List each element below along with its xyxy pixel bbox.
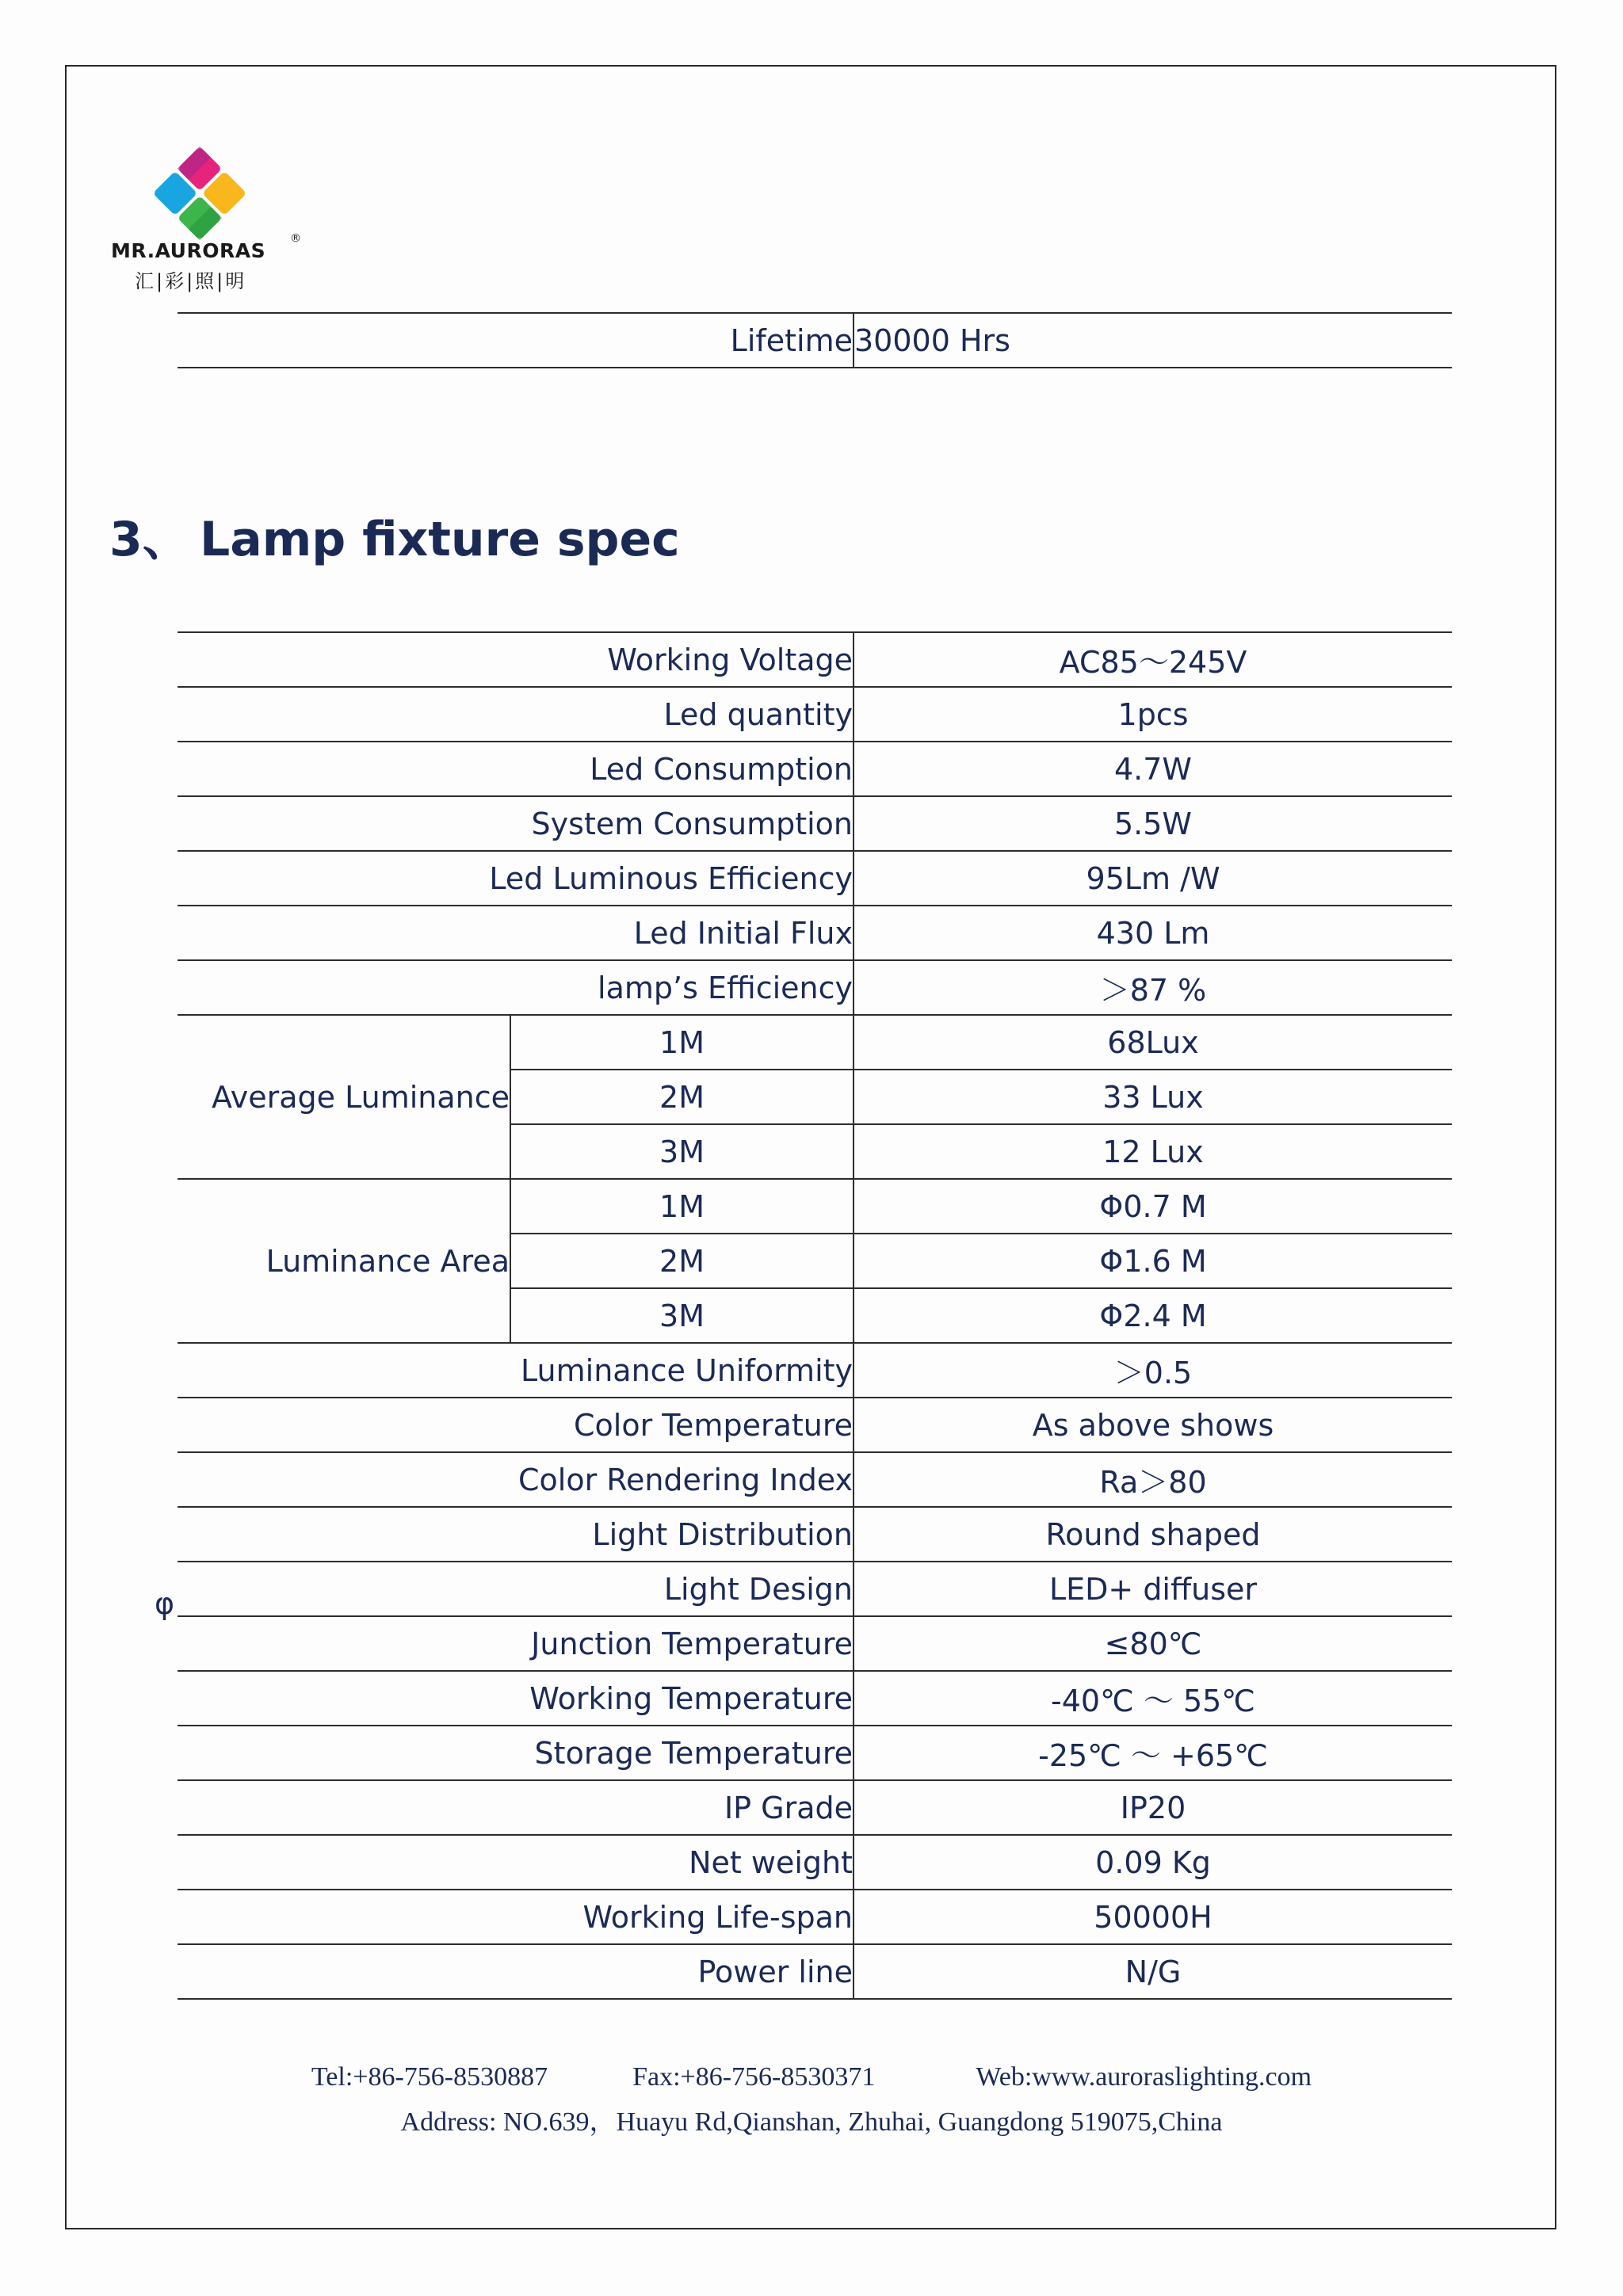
table-row	[178, 1780, 1452, 1835]
spec-label: Working Voltage	[178, 632, 854, 687]
table-row	[178, 687, 1452, 742]
spec-label: lamp’s Efficiency	[178, 960, 854, 1015]
spec-label: Led Luminous Efficiency	[178, 851, 854, 906]
table-row	[178, 960, 1452, 1015]
spec-label: Led Initial Flux	[178, 906, 854, 960]
spec-value: 33 Lux	[854, 1070, 1452, 1124]
spec-label: Light Design	[178, 1562, 854, 1616]
spec-label: System Consumption	[178, 796, 854, 851]
spec-label: Light Distribution	[178, 1507, 854, 1562]
distance-cell: 3M	[510, 1124, 854, 1179]
table-row	[178, 1616, 1452, 1671]
spec-label: Storage Temperature	[178, 1726, 854, 1780]
stray-phi-mark: φ	[155, 1586, 175, 1621]
spec-value: 12 Lux	[854, 1124, 1452, 1179]
table-row	[178, 1398, 1452, 1452]
spec-value: 50000H	[854, 1890, 1452, 1944]
table-row	[178, 742, 1452, 796]
spec-value: As above shows	[854, 1398, 1452, 1452]
distance-cell: 2M	[510, 1234, 854, 1288]
footer-contact-line	[0, 2062, 1623, 2092]
spec-value: Round shaped	[854, 1507, 1452, 1562]
table-row	[178, 1890, 1452, 1944]
section-heading	[109, 502, 680, 570]
spec-value: 0.09 Kg	[854, 1835, 1452, 1890]
spec-value: IP20	[854, 1780, 1452, 1835]
spec-value: 1pcs	[854, 687, 1452, 742]
registered-mark: ®	[290, 232, 301, 245]
spec-value: Φ0.7 M	[854, 1179, 1452, 1234]
table-row	[178, 1179, 1452, 1234]
table-row	[178, 313, 1452, 368]
spec-label: Working Temperature	[178, 1671, 854, 1726]
spec-value: -25℃ ～ +65℃	[854, 1726, 1452, 1780]
spec-label: Color Temperature	[178, 1398, 854, 1452]
spec-label: Working Life-span	[178, 1890, 854, 1944]
spec-value: N/G	[854, 1944, 1452, 1999]
table-row	[178, 1835, 1452, 1890]
section-number: 3、	[109, 512, 190, 567]
section-title: Lamp fixture spec	[200, 512, 680, 567]
table-row	[178, 1726, 1452, 1780]
logo-chinese-name: 汇|彩|照|明	[135, 270, 247, 292]
spec-value: 430 Lm	[854, 906, 1452, 960]
spec-value: 5.5W	[854, 796, 1452, 851]
spec-label: Junction Temperature	[178, 1616, 854, 1671]
spec-value: 68Lux	[854, 1015, 1452, 1070]
spec-value: LED+ diffuser	[854, 1562, 1452, 1616]
spec-label: Led Consumption	[178, 742, 854, 796]
spec-label: IP Grade	[178, 1780, 854, 1835]
spec-label: Color Rendering Index	[178, 1452, 854, 1507]
table-row	[178, 1015, 1452, 1070]
group-label-luminance-area: Luminance Area	[178, 1179, 510, 1343]
logo-mark-icon	[152, 147, 247, 240]
spec-value: 95Lm /W	[854, 851, 1452, 906]
table-row	[178, 1562, 1452, 1616]
spec-label: Power line	[178, 1944, 854, 1999]
spec-label: Luminance Uniformity	[178, 1343, 854, 1398]
table-row	[178, 1944, 1452, 1999]
distance-cell: 3M	[510, 1288, 854, 1343]
spec-label: Net weight	[178, 1835, 854, 1890]
table-row	[178, 796, 1452, 851]
lamp-spec-table	[178, 631, 1452, 2000]
footer-web: Web:www.auroraslighting.com	[976, 2062, 1312, 2092]
footer-tel: Tel:+86-756-8530887	[311, 2062, 548, 2092]
spec-value: -40℃ ～ 55℃	[854, 1671, 1452, 1726]
spec-value: Φ2.4 M	[854, 1288, 1452, 1343]
spec-value: Ra＞80	[854, 1452, 1452, 1507]
footer-address: Address: NO.639，Huayu Rd,Qianshan, Zhuhai, Guangdong 519075,China	[400, 2107, 1223, 2137]
spec-value: 30000 Hrs	[854, 313, 1452, 368]
group-label-average-luminance: Average Luminance	[178, 1015, 510, 1179]
table-row	[178, 1507, 1452, 1562]
spec-label: Led quantity	[178, 687, 854, 742]
table-row	[178, 1452, 1452, 1507]
company-logo	[111, 147, 317, 297]
lifetime-table	[178, 312, 1452, 368]
spec-value: ＞0.5	[854, 1343, 1452, 1398]
distance-cell: 1M	[510, 1015, 854, 1070]
spec-value: AC85～245V	[854, 632, 1452, 687]
logo-wordmark: MR.AURORAS	[111, 239, 266, 262]
spec-value: Φ1.6 M	[854, 1234, 1452, 1288]
distance-cell: 1M	[510, 1179, 854, 1234]
footer-fax: Fax:+86-756-8530371	[632, 2062, 876, 2092]
spec-value: ＞87 %	[854, 960, 1452, 1015]
table-row	[178, 906, 1452, 960]
table-row	[178, 1671, 1452, 1726]
table-row	[178, 632, 1452, 687]
spec-value: ≤80℃	[854, 1616, 1452, 1671]
spec-value: 4.7W	[854, 742, 1452, 796]
table-row	[178, 851, 1452, 906]
table-row	[178, 1343, 1452, 1398]
distance-cell: 2M	[510, 1070, 854, 1124]
spec-label: Lifetime	[178, 313, 854, 368]
